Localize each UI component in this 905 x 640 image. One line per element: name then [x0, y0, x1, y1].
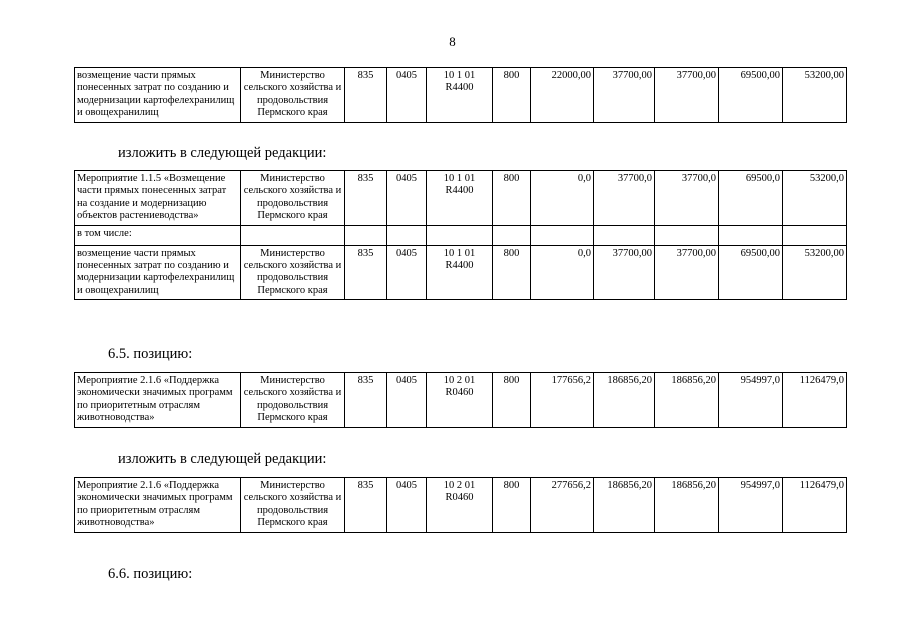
- position-6-5-heading: 6.5. позицию:: [108, 346, 193, 362]
- table-row: [75, 478, 847, 533]
- cell-value-2: 37700,0: [594, 171, 655, 226]
- cell-value-1: 22000,00: [531, 68, 594, 123]
- cell-description: возмещение части прямых понесенных затрат по созданию и модернизации картофелехранилищ и овощехранилищ: [75, 68, 241, 123]
- page-number: 8: [449, 34, 456, 49]
- cell-value-1: 0,0: [531, 171, 594, 226]
- cell-code-admin: 835: [345, 245, 387, 300]
- budget-table-2: [74, 170, 847, 300]
- cell-code-expense: [493, 225, 531, 245]
- table-row: [75, 68, 847, 123]
- cell-organization: Министерство сельского хозяйства и продовольствия Пермского края: [241, 68, 345, 123]
- cell-code-section: 0405: [387, 171, 427, 226]
- cell-value-1: 0,0: [531, 245, 594, 300]
- cell-value-3: 37700,00: [655, 68, 719, 123]
- cell-description: Мероприятие 1.1.5 «Возмещение части прямых понесенных затрат на создание и модернизацию объектов растениеводства»: [75, 171, 241, 226]
- cell-value-2: 186856,20: [594, 373, 655, 428]
- cell-code-target: 10 1 01 R4400: [427, 245, 493, 300]
- table-row: [75, 373, 847, 428]
- cell-value-2: 37700,00: [594, 68, 655, 123]
- cell-value-5: 1126479,0: [783, 478, 847, 533]
- cell-code-target: 10 2 01 R0460: [427, 373, 493, 428]
- cell-code-expense: 800: [493, 245, 531, 300]
- cell-value-5: 53200,0: [783, 171, 847, 226]
- cell-value-3: 37700,0: [655, 171, 719, 226]
- cell-value-2: 37700,00: [594, 245, 655, 300]
- cell-code-expense: 800: [493, 68, 531, 123]
- cell-description: возмещение части прямых понесенных затрат по созданию и модернизации картофелехранилищ и овощехранилищ: [75, 245, 241, 300]
- cell-value-5: [783, 225, 847, 245]
- cell-code-admin: 835: [345, 68, 387, 123]
- cell-value-5: 1126479,0: [783, 373, 847, 428]
- cell-value-5: 53200,00: [783, 245, 847, 300]
- cell-organization: [241, 225, 345, 245]
- cell-description: в том числе:: [75, 225, 241, 245]
- cell-organization: Министерство сельского хозяйства и продовольствия Пермского края: [241, 245, 345, 300]
- cell-value-2: [594, 225, 655, 245]
- cell-value-4: 69500,00: [719, 245, 783, 300]
- cell-value-5: 53200,00: [783, 68, 847, 123]
- cell-value-4: 954997,0: [719, 373, 783, 428]
- cell-value-1: 277656,2: [531, 478, 594, 533]
- cell-code-target: [427, 225, 493, 245]
- cell-value-1: 177656,2: [531, 373, 594, 428]
- cell-value-2: 186856,20: [594, 478, 655, 533]
- cell-code-target: 10 1 01 R4400: [427, 171, 493, 226]
- cell-value-4: 69500,00: [719, 68, 783, 123]
- table-row: [75, 171, 847, 226]
- cell-code-section: 0405: [387, 478, 427, 533]
- cell-code-expense: 800: [493, 171, 531, 226]
- position-6-6-heading: 6.6. позицию:: [108, 566, 193, 582]
- table-row: [75, 245, 847, 300]
- cell-value-4: [719, 225, 783, 245]
- cell-organization: Министерство сельского хозяйства и продовольствия Пермского края: [241, 171, 345, 226]
- cell-value-3: 186856,20: [655, 373, 719, 428]
- cell-value-1: [531, 225, 594, 245]
- cell-organization: Министерство сельского хозяйства и продовольствия Пермского края: [241, 478, 345, 533]
- cell-code-section: 0405: [387, 68, 427, 123]
- cell-value-4: 69500,0: [719, 171, 783, 226]
- cell-code-expense: 800: [493, 373, 531, 428]
- cell-code-admin: [345, 225, 387, 245]
- cell-code-admin: 835: [345, 478, 387, 533]
- cell-value-4: 954997,0: [719, 478, 783, 533]
- cell-code-admin: 835: [345, 373, 387, 428]
- cell-value-3: 37700,00: [655, 245, 719, 300]
- cell-code-admin: 835: [345, 171, 387, 226]
- cell-value-3: 186856,20: [655, 478, 719, 533]
- cell-code-target: 10 1 01 R4400: [427, 68, 493, 123]
- cell-code-section: 0405: [387, 373, 427, 428]
- cell-description: Мероприятие 2.1.6 «Поддержка экономически значимых программ по приоритетным отраслям животноводства»: [75, 373, 241, 428]
- table-row: [75, 225, 847, 245]
- budget-table-4: [74, 477, 847, 533]
- cell-code-expense: 800: [493, 478, 531, 533]
- budget-table-3: [74, 372, 847, 428]
- cell-code-section: 0405: [387, 245, 427, 300]
- cell-organization: Министерство сельского хозяйства и продовольствия Пермского края: [241, 373, 345, 428]
- edit-instruction-heading: изложить в следующей редакции:: [118, 145, 327, 161]
- cell-description: Мероприятие 2.1.6 «Поддержка экономически значимых программ по приоритетным отраслям животноводства»: [75, 478, 241, 533]
- budget-table-1: [74, 67, 847, 123]
- edit-instruction-heading-2: изложить в следующей редакции:: [118, 451, 327, 467]
- cell-value-3: [655, 225, 719, 245]
- cell-code-section: [387, 225, 427, 245]
- cell-code-target: 10 2 01 R0460: [427, 478, 493, 533]
